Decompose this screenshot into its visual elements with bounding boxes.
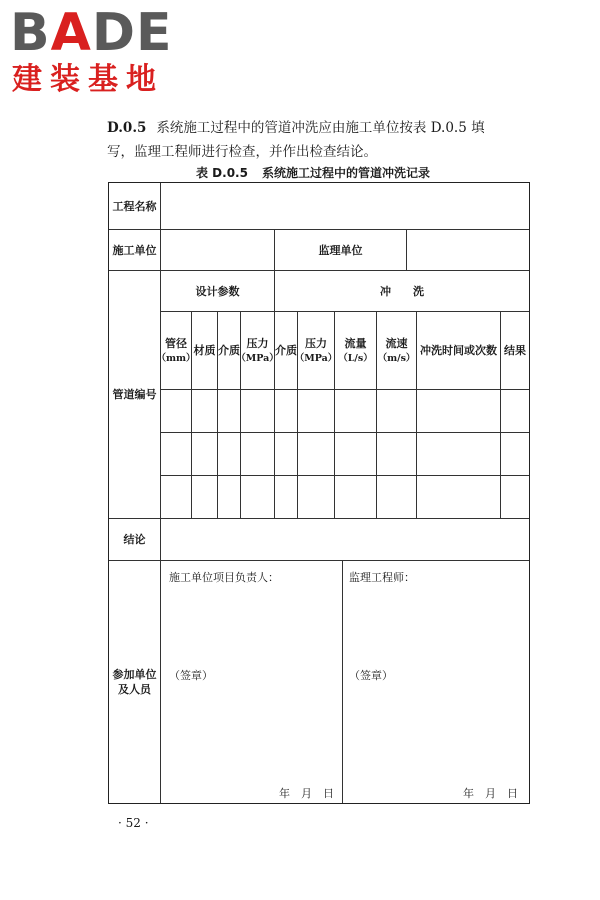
table-cell[interactable] — [275, 390, 298, 433]
conclusion-label: 结论 — [109, 519, 161, 561]
intro-line-2: 写，监理工程师进行检查，并作出检查结论。 — [107, 144, 377, 160]
logo-wordmark: BADE — [10, 3, 173, 63]
supervisor-seal: （签章） — [349, 669, 393, 682]
table-cell[interactable] — [335, 476, 377, 519]
construction-unit-value[interactable] — [161, 230, 275, 271]
table-cell[interactable] — [298, 476, 335, 519]
table-cell[interactable] — [501, 433, 529, 476]
col-pressure-design: 压力 （MPa） — [241, 312, 275, 390]
table-cell[interactable] — [218, 476, 241, 519]
logo-subtitle: 建装基地 — [12, 62, 164, 97]
table-cell[interactable] — [218, 433, 241, 476]
table-cell[interactable] — [161, 390, 192, 433]
supervision-unit-value[interactable] — [407, 230, 529, 271]
participants-label: 参加单位 及人员 — [109, 561, 161, 803]
intro-paragraph — [107, 116, 547, 164]
table-cell[interactable] — [377, 433, 417, 476]
project-name-label: 工程名称 — [109, 183, 161, 230]
col-flush-time: 冲洗时间或次数 — [417, 312, 501, 390]
table-cell[interactable] — [377, 390, 417, 433]
intro-line-1: 系统施工过程中的管道冲洗应由施工单位按表 D.0.5 填 — [156, 120, 485, 136]
col-pressure-flush: 压力 （MPa） — [298, 312, 335, 390]
table-cell[interactable] — [218, 390, 241, 433]
table-cell[interactable] — [417, 433, 501, 476]
table-cell[interactable] — [335, 390, 377, 433]
page-number: · 52 · — [118, 816, 149, 830]
pipe-number-label: 管道编号 — [109, 271, 161, 519]
flush-record-table — [108, 182, 530, 804]
table-cell[interactable] — [192, 390, 218, 433]
supervision-unit-label: 监理单位 — [275, 230, 407, 271]
caption-number: 表 D.0.5 — [196, 166, 248, 180]
table-cell[interactable] — [161, 476, 192, 519]
supervisor-engineer-label: 监理工程师： — [349, 571, 415, 584]
flush-header: 冲 洗 — [275, 271, 529, 312]
table-cell[interactable] — [298, 390, 335, 433]
table-cell[interactable] — [377, 476, 417, 519]
table-cell[interactable] — [501, 390, 529, 433]
table-cell[interactable] — [192, 476, 218, 519]
table-cell[interactable] — [241, 390, 275, 433]
table-cell[interactable] — [417, 476, 501, 519]
table-cell[interactable] — [275, 433, 298, 476]
table-cell[interactable] — [417, 390, 501, 433]
col-diameter: 管径 （mm） — [161, 312, 192, 390]
table-cell[interactable] — [241, 476, 275, 519]
table-cell[interactable] — [298, 433, 335, 476]
table-cell[interactable] — [501, 476, 529, 519]
project-name-value[interactable] — [161, 183, 529, 230]
contractor-manager-label: 施工单位项目负责人： — [169, 571, 279, 584]
table-cell[interactable] — [241, 433, 275, 476]
col-result: 结果 — [501, 312, 529, 390]
table-cell[interactable] — [275, 476, 298, 519]
table-cell[interactable] — [192, 433, 218, 476]
supervisor-date: 年 月 日 — [463, 787, 518, 800]
design-params-header: 设计参数 — [161, 271, 275, 312]
contractor-seal: （签章） — [169, 669, 213, 682]
table-cell[interactable] — [335, 433, 377, 476]
bade-logo — [10, 4, 180, 104]
col-material: 材质 — [192, 312, 218, 390]
col-velocity: 流速 （m/s） — [377, 312, 417, 390]
contractor-date: 年 月 日 — [279, 787, 334, 800]
col-medium-design: 介质 — [218, 312, 241, 390]
table-caption — [110, 164, 530, 181]
caption-title: 系统施工过程中的管道冲洗记录 — [261, 166, 430, 180]
col-medium-flush: 介质 — [275, 312, 298, 390]
table-cell[interactable] — [161, 433, 192, 476]
clause-number: D.0.5 — [107, 120, 147, 136]
construction-unit-label: 施工单位 — [109, 230, 161, 271]
conclusion-value[interactable] — [161, 519, 529, 561]
col-flow: 流量 （L/s） — [335, 312, 377, 390]
